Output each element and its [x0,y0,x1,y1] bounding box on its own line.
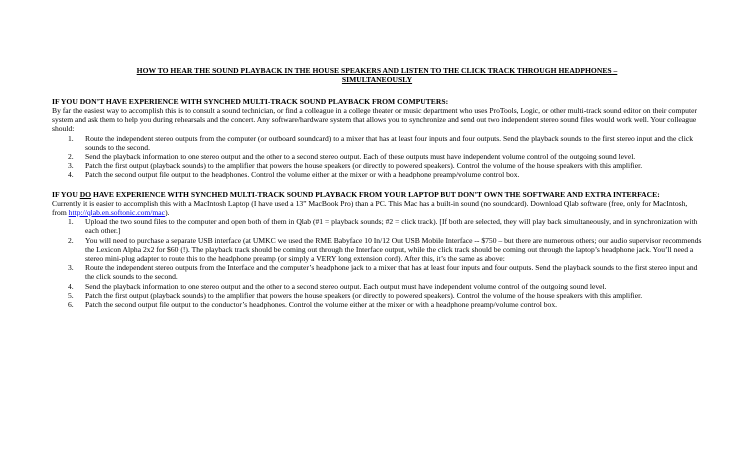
step-text: You will need to purchase a separate USB interface (at UMKC we used the RME Babyface 10 In/12 Out USB Mobile Interface -- $750 – but there are numerous others; our audio supervisor recommends the Lexicon Alpha 2x2 for $60 (!). The playback track should be coming out through the Interface output, while the click track should be coming out through the laptop’s headphone jack. You’ll need a stereo mini-plug adapter to route this to the headphone preamp (or simply a VERY long extension cord). After this, it’s the same as above: [85,235,702,264]
document-title [52,66,702,85]
intro-text: Currently it is easier to accomplish this with a MacIntosh Laptop (I have used a 13” MacBook Pro) than a PC. This Mac has a built-in sound (no soundcard). Download Qlab software (free, only for MacIntosh, from [52,198,688,218]
step-text: Route the independent stereo outputs from the computer (or outboard soundcard) to a mixer that has at least four inputs and four outputs. Send the playback sounds to the first stereo input and the click sounds to the second. [85,133,693,152]
list-item [52,134,702,152]
step-number: 5. [68,290,74,300]
section-2-heading [52,190,702,199]
section-no-experience [52,97,702,180]
qlab-download-link[interactable]: http://qlab.en.softonic.com/mac [68,208,166,218]
list-item [52,152,702,161]
list-item [52,300,702,309]
list-item [52,282,702,291]
title-line-1: HOW TO HEAR THE SOUND PLAYBACK IN THE HOUSE SPEAKERS AND LISTEN TO THE CLICK TRACK THROUGH HEADPHONES – [136,66,618,75]
list-item [52,291,702,300]
list-item [52,217,702,235]
step-number: 3. [68,263,74,273]
intro-text-end: ). [165,208,170,218]
list-item [52,236,702,264]
step-number: 4. [68,281,74,291]
title-line-2: SIMULTANEOUSLY [341,75,413,85]
step-text: Upload the two sound files to the computer and open both of them in Qlab (#1 = playback sounds; #2 = click track). [If both are selected, they will play back simultaneously, and in synchronization with each other.] [85,217,698,236]
section-1-steps [52,134,702,180]
step-text: Route the independent stereo outputs from the Interface and the computer’s headphone jack to a mixer that has at least four inputs and four outputs. Send the playback sounds to the first stereo input and the click sounds to the second. [85,263,698,282]
step-text: Send the playback information to one stereo output and the other to a second stereo output. Each of these outputs must have independent volume control of the outgoing sound level. [85,152,636,162]
list-item [52,170,702,179]
step-number: 2. [68,152,74,162]
step-number: 3. [68,161,74,171]
list-item [52,263,702,281]
document-page [52,66,702,309]
step-text: Patch the first output (playback sounds) to the amplifier that powers the house speakers (or directly to powered speakers). Control the volume of the house speakers with this amplifier. [85,161,643,171]
step-number: 2. [68,235,74,245]
step-number: 4. [68,170,74,180]
heading-suffix: HAVE EXPERIENCE WITH SYNCHED MULTI-TRACK SOUND PLAYBACK FROM YOUR LAPTOP BUT DON’T OWN THE SOFTWARE AND EXTRA INTERFACE: [91,189,660,199]
section-2-steps [52,217,702,309]
step-text: Send the playback information to one stereo output and the other to a second stereo output. Each output must have independent volume control of the outgoing sound level. [85,281,607,291]
step-text: Patch the second output file output to the conductor’s headphones. Control the volume either at the mixer or with a headphone preamp/volume control box. [85,300,558,310]
step-number: 1. [68,217,74,227]
section-1-heading: IF YOU DON’T HAVE EXPERIENCE WITH SYNCHED MULTI-TRACK SOUND PLAYBACK FROM COMPUTERS: [52,96,449,106]
heading-prefix: IF YOU [52,189,80,199]
section-spacer [52,180,702,190]
section-2-intro [52,199,702,217]
section-1-intro: By far the easiest way to accomplish this is to consult a sound technician, or find a colleague in a college theater or music department who uses ProTools, Logic, or other multi-track sound editor on their computer system and ask them to help you during rehearsals and the concert. Any software/hardware system that allows you to synchronize and send out two independent stereo sound files would work well. Your colleague should: [52,106,697,134]
step-text: Patch the first output (playback sounds) to the amplifier that powers the house speakers (or directly to powered speakers). Control the volume of the house speakers with this amplifier. [85,290,643,300]
step-number: 1. [68,133,74,143]
step-number: 6. [68,300,74,310]
section-with-experience [52,190,702,310]
step-text: Patch the second output file output to the headphones. Control the volume either at the mixer or with a headphone preamp/volume control box. [85,170,520,180]
list-item [52,161,702,170]
heading-emphasis: DO [79,189,92,199]
